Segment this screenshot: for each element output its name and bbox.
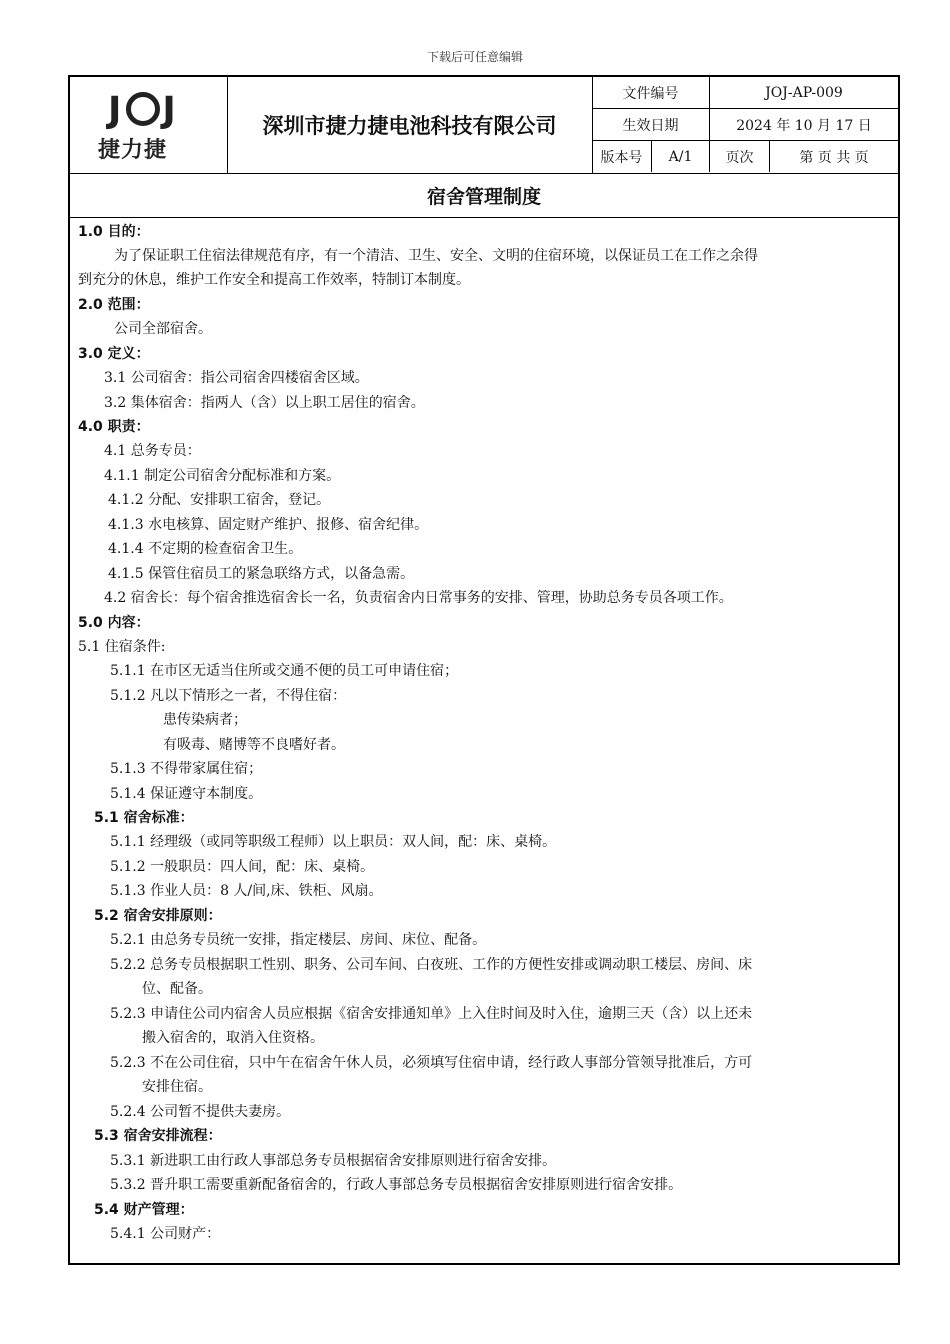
- doc-no-value: JOJ-AP-009: [765, 84, 843, 101]
- section-heading: 3.0 定义：: [78, 346, 150, 362]
- meta-row-effective: [592, 109, 898, 141]
- section-heading: 5.3 宿舍安排流程：: [94, 1128, 222, 1144]
- document-frame: [68, 75, 900, 1265]
- body-text-line: 5.2.3 不在公司住宿，只中午在宿舍午休人员，必须填写住宿申请，经行政人事部分管领导批准后，方可: [110, 1055, 753, 1071]
- meta-row-doc-no: [592, 77, 898, 109]
- logo-mark: [108, 91, 179, 131]
- body-text-line: 5.2.3 申请住公司内宿舍人员应根据《宿舍安排通知单》上入住时间及时入住，逾期三天（含）以上还未: [110, 1006, 753, 1022]
- body-text-line: 5.3.2 晋升职工需要重新配备宿舍的，行政人事部总务专员根据宿舍安排原则进行宿舍安排。: [110, 1177, 683, 1193]
- body-text-line: 安排住宿。: [142, 1079, 212, 1095]
- body-text-line: 5.2.2 总务专员根据职工性别、职务、公司车间、白夜班、工作的方便性安排或调动职工楼层、房间、床: [110, 957, 753, 973]
- document-title: 宿舍管理制度: [70, 173, 898, 218]
- section-heading: 5.4 财产管理：: [94, 1202, 194, 1218]
- body-text-line: 5.1.2 凡以下情形之一者，不得住宿：: [110, 688, 347, 704]
- body-text-line: 5.1.3 不得带家属住宿；: [110, 761, 263, 777]
- body-text-line: 患传染病者；: [163, 712, 247, 728]
- effective-date-label: 生效日期: [592, 109, 710, 140]
- body-text-line: 4.1.3 水电核算、固定财产维护、报修、宿舍纪律。: [108, 517, 429, 533]
- body-text-line: 5.1.4 保证遵守本制度。: [110, 786, 263, 802]
- page-label: 页次: [710, 141, 770, 172]
- body-text-line: 5.2.1 由总务专员统一安排，指定楼层、房间、床位、配备。: [110, 932, 487, 948]
- logo-letter-j1: J: [108, 90, 125, 131]
- document-header: [70, 77, 898, 174]
- body-text-line: 4.1.5 保管住宿员工的紧急联络方式，以备急需。: [108, 566, 415, 582]
- body-text-line: 5.1.1 在市区无适当住所或交通不便的员工可申请住宿；: [110, 663, 459, 679]
- logo-circle-icon: [126, 92, 160, 126]
- body-text-line: 5.2.4 公司暂不提供夫妻房。: [110, 1104, 291, 1120]
- body-text-line: 到充分的休息，维护工作安全和提高工作效率，特制订本制度。: [78, 272, 470, 288]
- body-text-line: 为了保证职工住宿法律规范有序，有一个清洁、卫生、安全、文明的住宿环境，以保证员工在工作之余得: [114, 248, 758, 264]
- body-text-line: 公司全部宿舍。: [114, 321, 212, 337]
- meta-table: [592, 77, 898, 173]
- body-text-line: 4.1.2 分配、安排职工宿舍，登记。: [108, 492, 331, 508]
- logo-text: 捷力捷: [98, 138, 168, 163]
- body-text-line: 4.1.1 制定公司宿舍分配标准和方案。: [104, 468, 341, 484]
- body-text-line: 位、配备。: [142, 981, 212, 997]
- section-heading: 5.0 内容：: [78, 615, 150, 631]
- version-label: 版本号: [592, 141, 652, 172]
- body-text-line: 搬入宿舍的，取消入住资格。: [142, 1030, 324, 1046]
- section-heading: 5.1 宿舍标准：: [94, 810, 194, 826]
- body-text-line: 有吸毒、赌博等不良嗜好者。: [163, 737, 345, 753]
- logo-letter-j2: J: [162, 90, 179, 131]
- body-text-line: 5.1 住宿条件:: [78, 639, 166, 655]
- page-value: 第 页 共 页: [799, 149, 869, 166]
- download-watermark: 下载后可任意编辑: [426, 50, 523, 64]
- version-value: A/1: [652, 141, 710, 172]
- company-logo: [70, 77, 228, 173]
- body-text-line: 5.1.1 经理级（或同等职级工程师）以上职员：双人间，配：床、桌椅。: [110, 834, 557, 850]
- effective-date-value: 2024 年 10 月 17 日: [736, 117, 872, 134]
- body-text-line: 3.2 集体宿舍：指两人（含）以上职工居住的宿舍。: [104, 395, 425, 411]
- body-text-line: 3.1 公司宿舍：指公司宿舍四楼宿舍区域。: [104, 370, 369, 386]
- body-text-line: 5.1.3 作业人员：8 人/间,床、铁柜、风扇。: [110, 883, 383, 899]
- section-heading: 2.0 范围：: [78, 297, 150, 313]
- body-text-line: 4.2 宿舍长：每个宿舍推选宿舍长一名，负责宿舍内日常事务的安排、管理，协助总务专员各项工作。: [104, 590, 733, 606]
- section-heading: 4.0 职责：: [78, 419, 150, 435]
- body-text-line: 5.4.1 公司财产：: [110, 1226, 221, 1242]
- section-heading: 5.2 宿舍安排原则：: [94, 908, 222, 924]
- body-text-line: 5.3.1 新进职工由行政人事部总务专员根据宿舍安排原则进行宿舍安排。: [110, 1153, 557, 1169]
- section-heading: 1.0 目的：: [78, 224, 150, 240]
- body-text-line: 5.1.2 一般职员：四人间，配：床、桌椅。: [110, 859, 375, 875]
- doc-no-label: 文件编号: [592, 77, 710, 108]
- body-text-line: 4.1 总务专员：: [104, 443, 201, 459]
- body-text-line: 4.1.4 不定期的检查宿舍卫生。: [108, 541, 303, 557]
- company-name: 深圳市捷力捷电池科技有限公司: [227, 77, 593, 173]
- meta-row-version: [592, 141, 898, 173]
